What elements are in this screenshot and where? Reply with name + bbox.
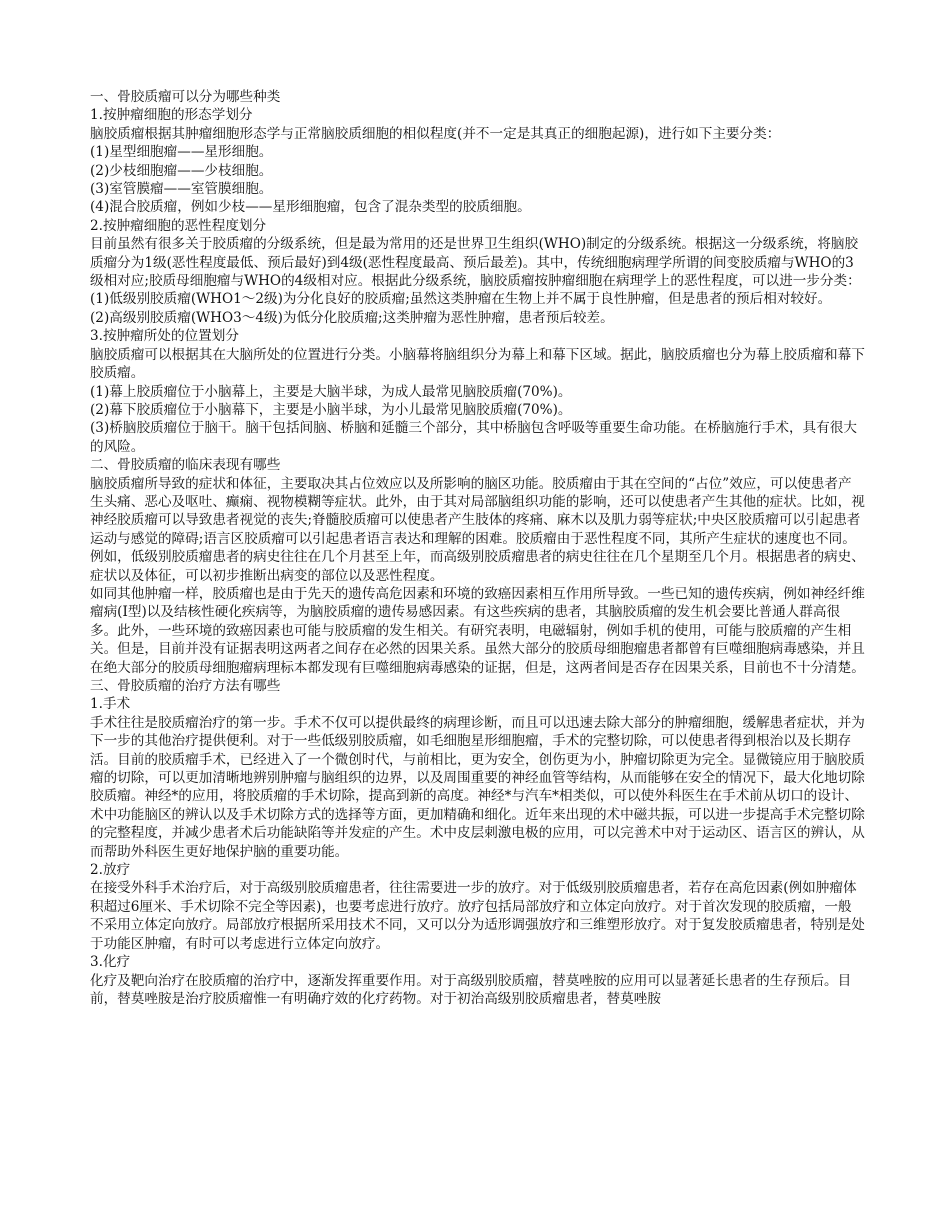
list-item: (1)幕上胶质瘤位于小脑幕上，主要是大脑半球，为成人最常见脑胶质瘤(70%)。 (90, 383, 572, 400)
list-item: (1)低级别胶质瘤(WHO1～2级)为分化良好的胶质瘤;虽然这类肿瘤在生物上并不属于良性肿瘤，但是患者的预后相对较好。 (90, 291, 832, 308)
subheading-morphology: 1.按肿瘤细胞的形态学划分 (90, 107, 253, 124)
paragraph: 脑胶质瘤所导致的症状和体征，主要取决其占位效应以及所影响的脑区功能。胶质瘤由于其在空间的“占位”效应，可以使患者产生头痛、恶心及呕吐、癫痫、视物模糊等症状。此外，由于其对局部脑组织功能的影响，还可以使患者产生其他的症状。比如，视神经胶质瘤可以导致患者视觉的丧失;脊髓胶质瘤可以使患者产生肢体的疼痛、麻木以及肌力弱等症状;中央区胶质瘤可以引起患者运动与感觉的障碍;语言区胶质瘤可以引起患者语言表达和理解的困难。胶质瘤由于恶性程度不同，其所产生症状的速度也不同。例如，低级别胶质瘤患者的病史往往在几个月甚至上年，而高级别胶质瘤患者的病史往往在几个星期至几个月。根据患者的病史、症状以及体征，可以初步推断出病变的部位以及恶性程度。 (90, 475, 865, 584)
list-item: (2)幕下胶质瘤位于小脑幕下，主要是小脑半球，为小儿最常见脑胶质瘤(70%)。 (90, 401, 572, 418)
section-heading-3: 三、骨胶质瘤的治疗方法有哪些 (90, 678, 281, 694)
list-item: (3)室管膜瘤——室管膜细胞。 (90, 181, 273, 198)
paragraph: 脑胶质瘤可以根据其在大脑所处的位置进行分类。小脑幕将脑组织分为幕上和幕下区域。据此，脑胶质瘤也分为幕上胶质瘤和幕下胶质瘤。 (90, 346, 865, 382)
paragraph: 在接受外科手术治疗后，对于高级别胶质瘤患者，往往需要进一步的放疗。对于低级别胶质瘤患者，若存在高危因素(例如肿瘤体积超过6厘米、手术切除不完全等因素)，也要考虑进行放疗。放疗包括局部放疗和立体定向放疗。对于首次发现的胶质瘤，一般不采用立体定向放疗。局部放疗根据所采用技术不同，又可以分为适形调强放疗和三维塑形放疗。对于复发胶质瘤患者，特别是处于功能区肿瘤，有时可以考虑进行立体定向放疗。 (90, 880, 865, 952)
list-item: (1)星型细胞瘤——星形细胞。 (90, 144, 273, 161)
list-item: (3)桥脑胶质瘤位于脑干。脑干包括间脑、桥脑和延髓三个部分，其中桥脑包含呼吸等重要生命功能。在桥脑施行手术，具有很大的风险。 (90, 420, 857, 455)
subheading-radiotherapy: 2.放疗 (90, 862, 131, 879)
paragraph: 手术往往是胶质瘤治疗的第一步。手术不仅可以提供最终的病理诊断，而且可以迅速去除大部分的肿瘤细胞，缓解患者症状，并为下一步的其他治疗提供便利。对于一些低级别胶质瘤，如毛细胞星形细胞瘤，手术的完整切除，可以使患者得到根治以及长期存活。目前的胶质瘤手术，已经进入了一个微创时代，与前相比，更为安全，创伤更为小，肿瘤切除更为完全。显微镜应用于脑胶质瘤的切除，可以更加清晰地辨别肿瘤与脑组织的边界，以及周围重要的神经血管等结构，从而能够在安全的情况下，最大化地切除胶质瘤。神经*的应用，将胶质瘤的手术切除，提高到新的高度。神经*与汽车*相类似，可以使外科医生在手术前从切口的设计、术中功能脑区的辨认以及手术切除方式的选择等方面，更加精确和细化。近年来出现的术中磁共振，可以进一步提高手术完整切除的完整程度，并减少患者术后功能缺陷等并发症的产生。术中皮层刺激电极的应用，可以完善术中对于运动区、语言区的辨认，从而帮助外科医生更好地保护脑的重要功能。 (90, 714, 865, 860)
section-heading-1: 一、骨胶质瘤可以分为哪些种类 (90, 89, 281, 105)
paragraph: 目前虽然有很多关于胶质瘤的分级系统，但是最为常用的还是世界卫生组织(WHO)制定的分级系统。根据这一分级系统，将脑胶质瘤分为1级(恶性程度最低、预后最好)到4级(恶性程度最高、预后最差)。其中，传统细胞病理学所谓的间变胶质瘤与WHO的3级相对应;胶质母细胞瘤与WHO的4级相对应。根据此分级系统，脑胶质瘤按肿瘤细胞在病理学上的恶性程度，可以进一步分类： (90, 236, 861, 290)
paragraph: 如同其他肿瘤一样，胶质瘤也是由于先天的遗传高危因素和环境的致癌因素相互作用所导致。一些已知的遗传疾病，例如神经纤维瘤病(I型)以及结核性硬化疾病等，为脑胶质瘤的遗传易感因素。有这些疾病的患者，其脑胶质瘤的发生机会要比普通人群高很多。此外，一些环境的致癌因素也可能与胶质瘤的发生相关。有研究表明，电磁辐射，例如手机的使用，可能与胶质瘤的产生相关。但是，目前并没有证据表明这两者之间存在必然的因果关系。虽然大部分的胶质母细胞瘤患者都曾有巨噬细胞病毒感染，并且在绝大部分的胶质母细胞瘤病理标本都发现有巨噬细胞病毒感染的证据，但是，这两者间是否存在因果关系，目前也不十分清楚。 (90, 585, 865, 676)
list-item: (4)混合胶质瘤，例如少枝——星形细胞瘤，包含了混杂类型的胶质细胞。 (90, 199, 531, 216)
list-item: (2)高级别胶质瘤(WHO3～4级)为低分化胶质瘤;这类肿瘤为恶性肿瘤，患者预后较差。 (90, 309, 614, 326)
subheading-chemotherapy: 3.化疗 (90, 954, 131, 971)
document-body (90, 88, 865, 1008)
subheading-surgery: 1.手术 (90, 696, 131, 713)
section-heading-2: 二、骨胶质瘤的临床表现有哪些 (90, 457, 281, 474)
list-item: (2)少枝细胞瘤——少枝细胞。 (90, 162, 273, 179)
subheading-malignancy: 2.按肿瘤细胞的恶性程度划分 (90, 217, 267, 234)
subheading-location: 3.按肿瘤所处的位置划分 (90, 328, 239, 345)
paragraph: 脑胶质瘤根据其肿瘤细胞形态学与正常脑胶质细胞的相似程度(并不一定是其真正的细胞起源)，进行如下主要分类： (90, 125, 781, 142)
paragraph: 化疗及靶向治疗在胶质瘤的治疗中，逐渐发挥重要作用。对于高级别胶质瘤，替莫唑胺的应用可以显著延长患者的生存预后。目前，替莫唑胺是治疗胶质瘤惟一有明确疗效的化疗药物。对于初治高级别胶质瘤患者，替莫唑胺 (90, 972, 852, 1007)
